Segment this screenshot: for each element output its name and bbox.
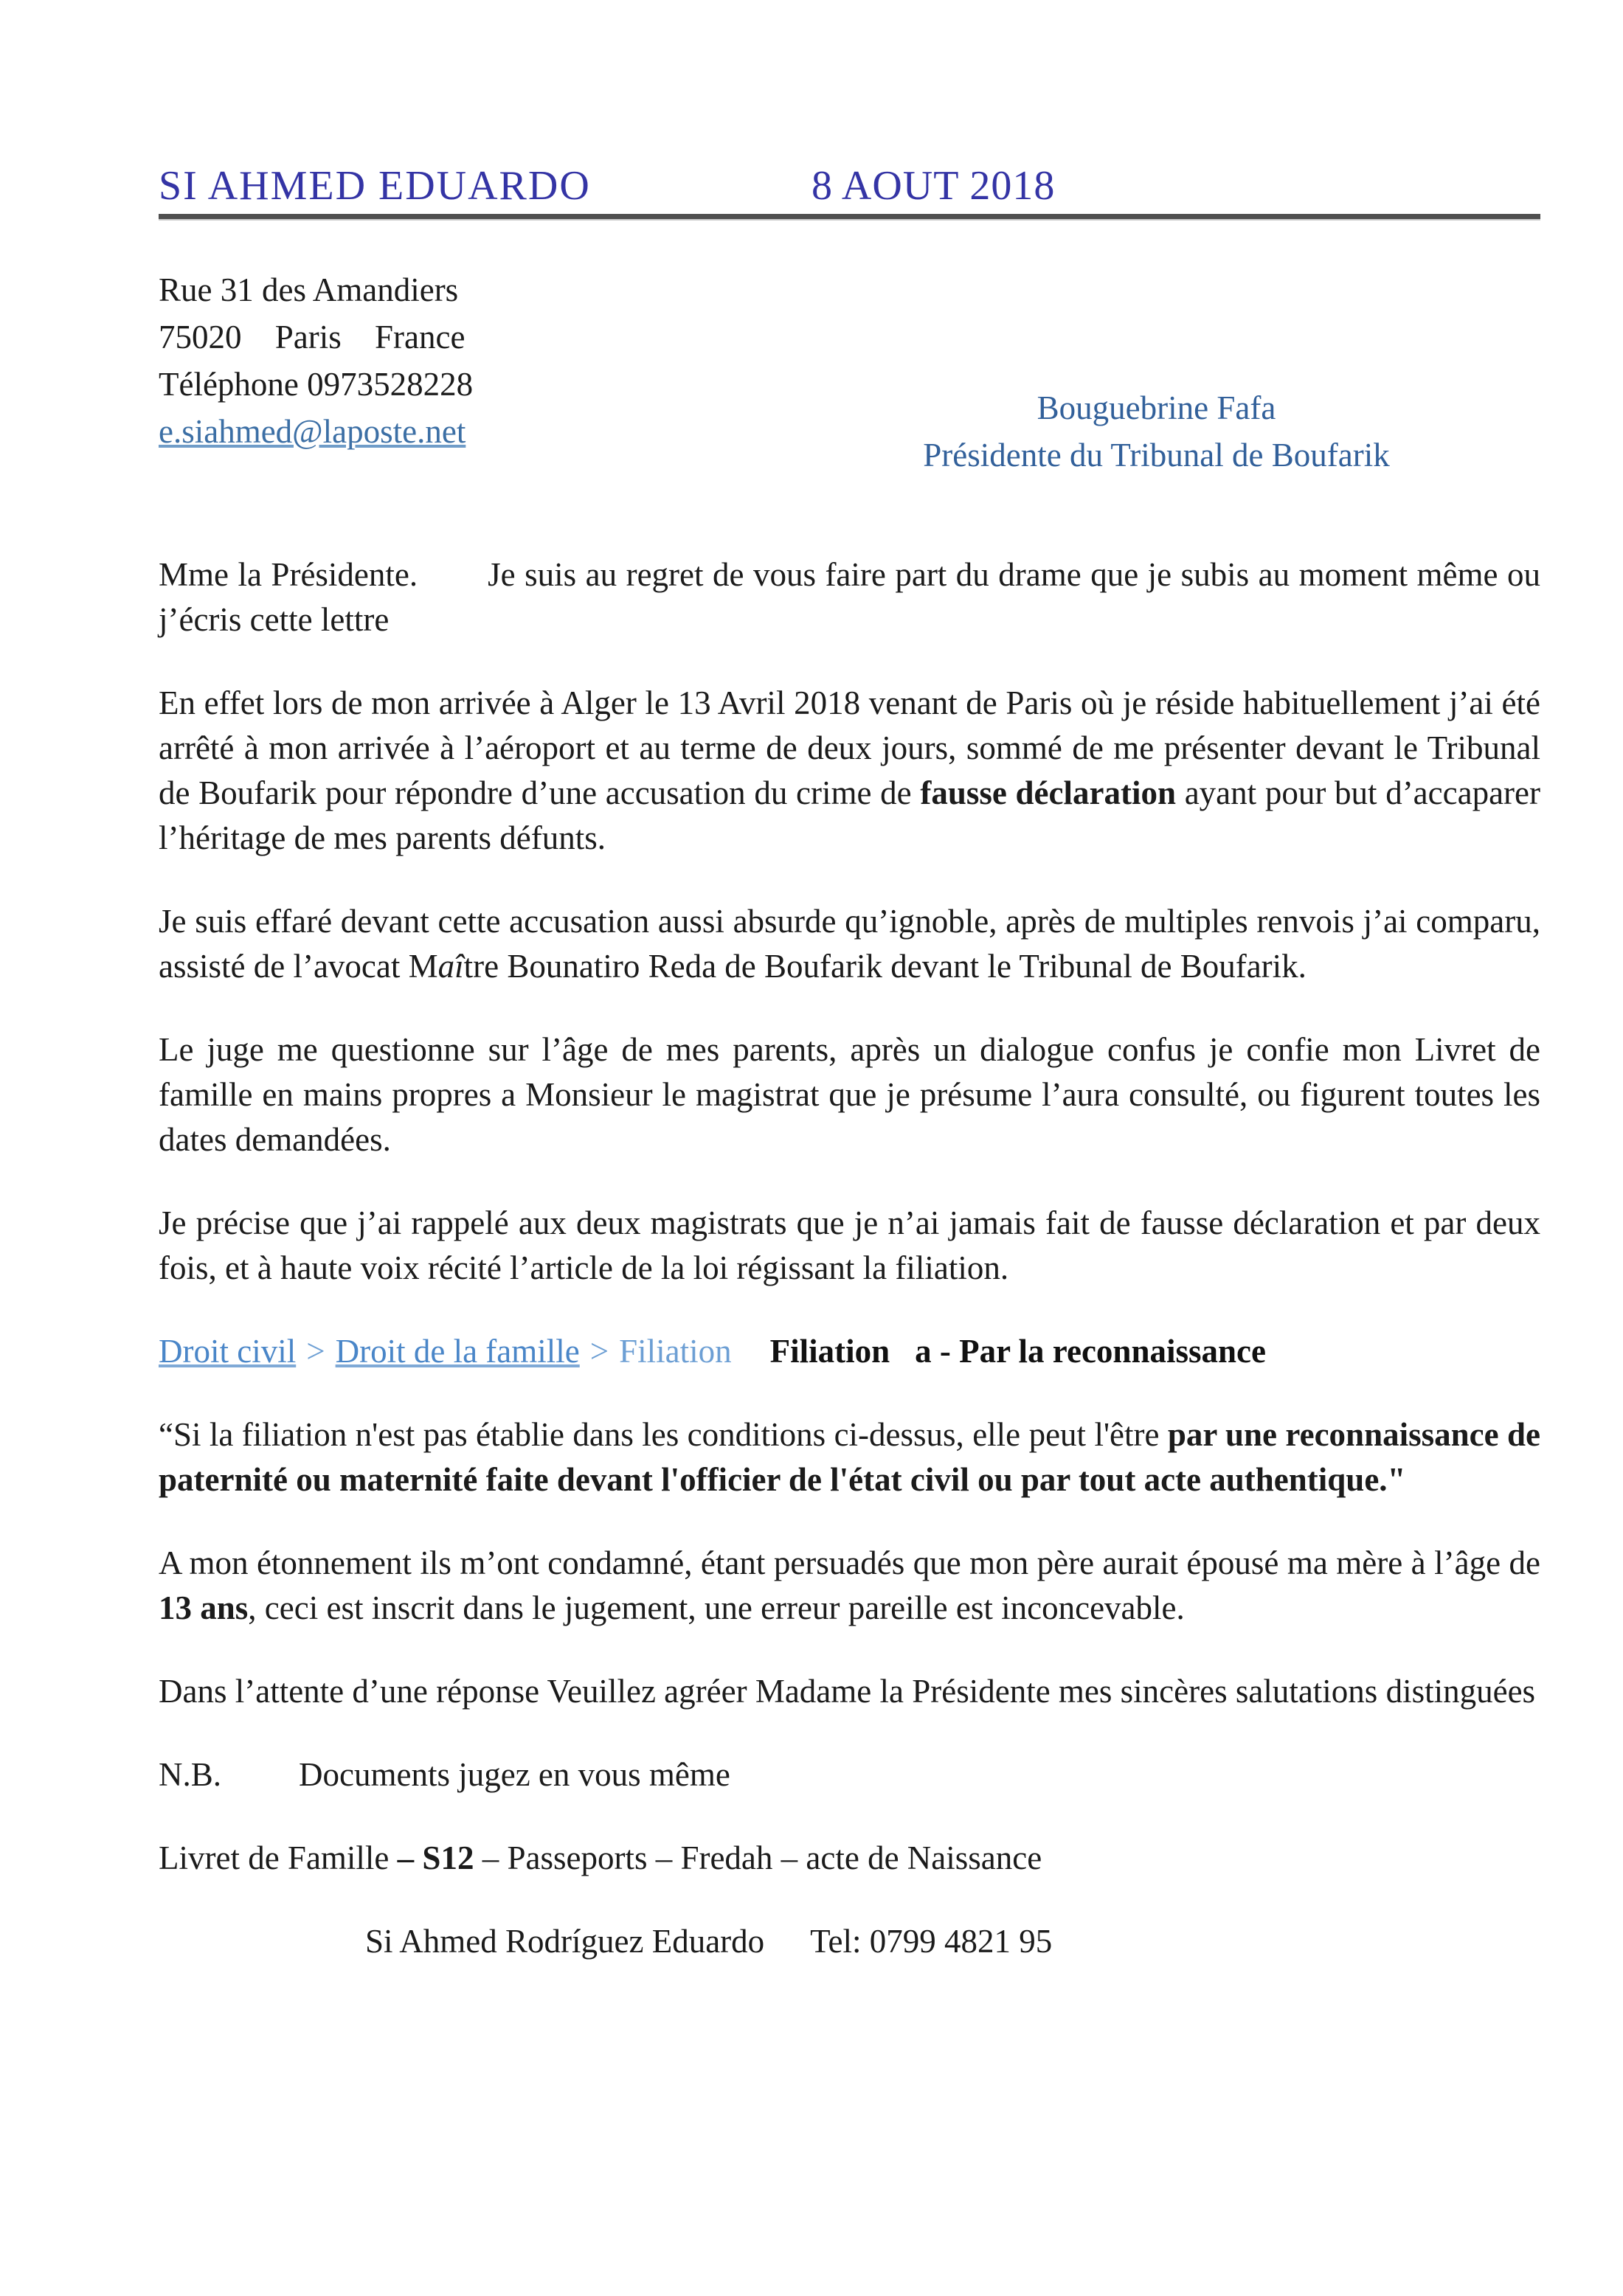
quote-text: “Si la filiation n'est pas établie dans les conditions ci-dessus, elle peut l'être <box>159 1416 1168 1453</box>
letter-content <box>159 164 1540 1964</box>
signature-line <box>365 1919 1540 1964</box>
breadcrumb-link-droit-civil[interactable]: Droit civil <box>159 1333 297 1370</box>
breadcrumb-line <box>159 1329 1540 1374</box>
lawyer-text: Je suis effaré devant cette accusation aussi absurde qu’ignoble, après de multiples renvois j’ai comparu, assisté de l’avocat M <box>159 903 1540 985</box>
signature-name: Si Ahmed Rodríguez Eduardo <box>365 1923 765 1960</box>
breadcrumb-current-filiation: Filiation <box>619 1333 732 1370</box>
paragraph-closing: Dans l’attente d’une réponse Veuillez agréer Madame la Présidente mes sincères salutations distinguées <box>159 1673 1536 1710</box>
letter-header <box>159 164 1540 208</box>
salutation-text: Je suis au regret de vous faire part du drame que je subis au moment même ou j’écris cette lettre <box>159 556 1540 638</box>
paragraph-precision: Je précise que j’ai rappelé aux deux magistrats que je n’ai jamais fait de fausse déclaration et par deux fois, et à haute voix récité l’article de la loi régissant la filiation. <box>159 1204 1540 1286</box>
paragraph-nb <box>159 1752 1540 1797</box>
address-section <box>159 266 1540 489</box>
condemnation-text-end: , ceci est inscrit dans le jugement, une erreur pareille est inconcevable. <box>248 1589 1185 1626</box>
section-subtitle-reconnaissance: a - Par la reconnaissance <box>915 1333 1266 1370</box>
quote-bold-text: par une reconnaissance de paternité ou maternité faite devant l'officier de l'état civil ou par tout acte authentique." <box>159 1416 1540 1498</box>
arrest-text-end: ayant pour but d’accaparer l’héritage de mes parents défunts. <box>159 774 1540 856</box>
sender-city-line: 75020 Paris France <box>159 319 466 356</box>
signature-tel: Tel: 0799 4821 95 <box>810 1923 1053 1960</box>
sender-street: Rue 31 des Amandiers <box>159 271 459 308</box>
documents-text-end: – Passeports – Fredah – acte de Naissance <box>474 1839 1042 1876</box>
paragraph-lawyer <box>159 899 1540 989</box>
recipient-name: Bouguebrine Fafa <box>1037 389 1276 426</box>
arrest-bold-text: fausse déclaration <box>920 774 1176 811</box>
condemnation-text: A mon étonnement ils m’ont condamné, étant persuadés que mon père aurait épousé ma mère à l’âge de <box>159 1544 1540 1581</box>
lawyer-text-end: tre Bounatiro Reda de Boufarik devant le Tribunal de Boufarik. <box>463 948 1307 985</box>
sender-name-header: SI AHMED EDUARDO <box>159 163 591 209</box>
breadcrumb-separator: > <box>589 1333 609 1370</box>
paragraph-condemnation <box>159 1541 1540 1631</box>
lawyer-italic-text: aî <box>437 948 464 985</box>
paragraph-arrest <box>159 681 1540 861</box>
paragraph-salutation <box>159 552 1540 642</box>
nb-label: N.B. <box>159 1756 222 1793</box>
sender-email-link[interactable]: e.siahmed@laposte.net <box>159 413 466 450</box>
paragraph-judge: Le juge me questionne sur l’âge de mes parents, après un dialogue confus je confie mon Livret de famille en mains propres a Monsieur le magistrat que je présume l’aura consulté, ou figurent toutes les dates demandées. <box>159 1031 1540 1158</box>
condemnation-bold-text: 13 ans <box>159 1589 249 1626</box>
paragraph-law-quote <box>159 1412 1540 1502</box>
paragraph-documents-list <box>159 1836 1540 1881</box>
section-title-filiation: Filiation <box>769 1333 890 1370</box>
documents-bold-text: – S12 <box>397 1839 474 1876</box>
breadcrumb-separator: > <box>306 1333 325 1370</box>
recipient-title: Présidente du Tribunal de Boufarik <box>923 437 1390 474</box>
salutation-lead: Mme la Présidente. <box>159 556 418 593</box>
sender-phone: Téléphone 0973528228 <box>159 366 474 403</box>
documents-text: Livret de Famille <box>159 1839 398 1876</box>
arrest-text: En effet lors de mon arrivée à Alger le 13 Avril 2018 venant de Paris où je réside habituellement j’ai été arrêté à mon arrivée à l’aéroport et au terme de deux jours, sommé de me présenter devant le Tribunal de Boufarik pour répondre d’une accusation du crime de <box>159 684 1540 811</box>
letter-date: 8 AOUT 2018 <box>812 163 1056 209</box>
breadcrumb-link-droit-famille[interactable]: Droit de la famille <box>335 1333 580 1370</box>
header-divider <box>159 214 1540 221</box>
nb-text: Documents jugez en vous même <box>299 1756 730 1793</box>
recipient-block <box>871 384 1442 479</box>
